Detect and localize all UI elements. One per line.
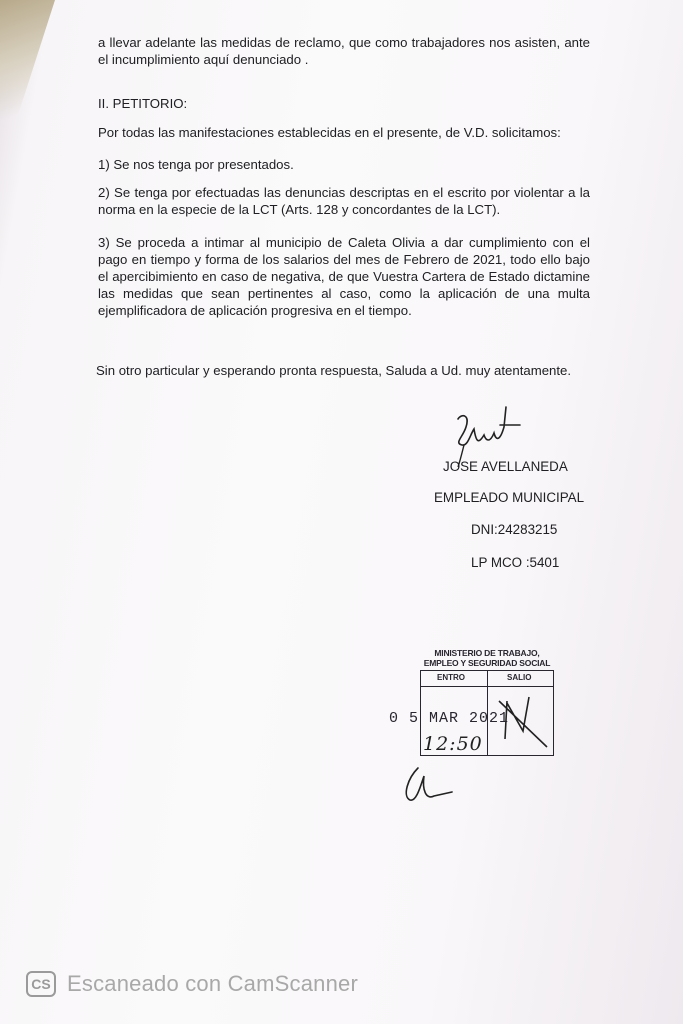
paragraph-request-intro: Por todas las manifestaciones establecidas en el presente, de V.D. solicitamos: — [98, 125, 561, 140]
initials-mark — [400, 762, 460, 804]
stamp-date: 0 5 MAR 2021 — [389, 710, 510, 727]
stamp-title-line2: EMPLEO Y SEGURIDAD SOCIAL — [423, 658, 551, 668]
camscanner-logo-icon: CS — [26, 971, 56, 997]
request-item-2: 2) Se tenga por efectuadas las denuncias descriptas en el escrito por violentar a la norma en la especie de la LCT (Arts. 128 y concordantes de la LCT). — [98, 185, 590, 217]
section-heading-petitorio: II. PETITORIO: — [98, 96, 188, 111]
stamp-time: 12:50 — [423, 733, 483, 755]
stamp-col-out: SALIO — [507, 673, 532, 682]
ministry-stamp — [420, 648, 560, 682]
signatory-name: JOSE AVELLANEDA — [443, 459, 568, 474]
request-item-3: 3) Se proceda a intimar al municipio de Caleta Olivia a dar cumplimiento con el pago en tiempo y forma de los salarios del mes de Febrero de 2021, todo ello bajo el apercibimiento en caso de negativa, de que Vuestra Cartera de Estado dictamine las medidas que sean pertinentes al caso, como la aplicación de una multa ejemplificadora de aplicación progresiva en el tiempo. — [98, 235, 590, 318]
signatory-lp: LP MCO :5401 — [471, 555, 560, 570]
signatory-dni: DNI:24283215 — [471, 522, 558, 537]
stamp-title-line1: MINISTERIO DE TRABAJO, — [434, 648, 540, 658]
closing-line: Sin otro particular y esperando pronta respuesta, Saluda a Ud. muy atentamente. — [96, 363, 572, 378]
camscanner-watermark: Escaneado con CamScanner — [67, 971, 358, 996]
folded-corner — [0, 0, 60, 140]
stamp-col-in: ENTRO — [437, 673, 465, 682]
request-item-1: 1) Se nos tenga por presentados. — [98, 157, 294, 172]
signatory-role: EMPLEADO MUNICIPAL — [434, 490, 585, 505]
paragraph-intro: a llevar adelante las medidas de reclamo, que como trabajadores nos asisten, ante el incumplimiento aquí denunciado . — [98, 35, 590, 67]
